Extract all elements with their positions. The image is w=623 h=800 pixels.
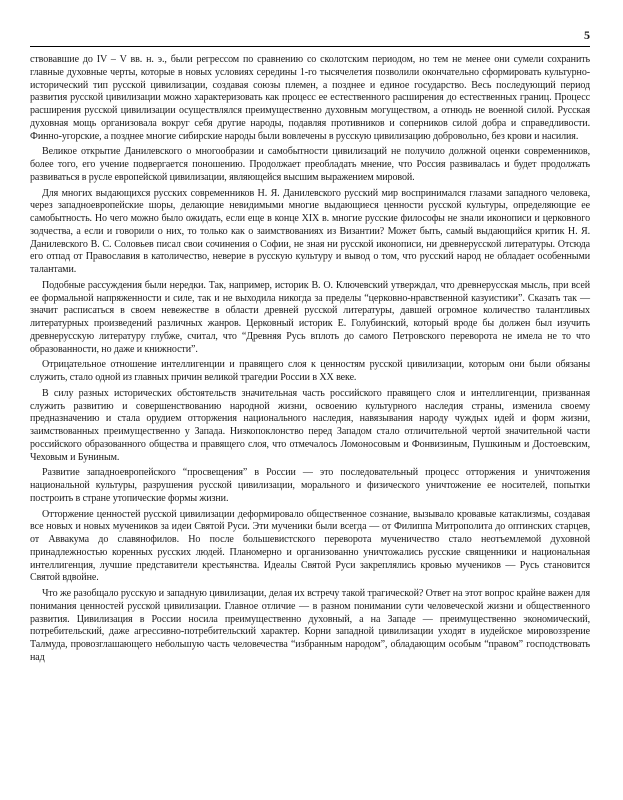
paragraph: В силу разных исторических обстоятельств значительная часть российского правящего слоя и интеллигенции, призванная служить развитию и совершенствованию народной жизни, освоению культурного наследия страны, изменила своему предназначению и стала орудием отторжения национального наследия, навязывания народу чуждых идей и форм жизни, заимствованных преимущественно у Запада. Низкопоклонство перед Западом стало отличительной чертой значительной части российского образованного общества и правящего слоя, что отмечалось Ломоносовым и Фонвизиным, Пушкиным и Достоевским, Чеховым и Буниным. bbox=[30, 387, 590, 463]
paragraph: Отторжение ценностей русской цивилизации деформировало общественное сознание, вызывало кровавые катаклизмы, создавая все новых и новых мучеников за идеи Святой Руси. Эти мученики были всегда — от Филиппа Митрополита до оптинских старцев, от Аввакума до славянофилов. Но после большевистского переворота мученичество стало неотъемлемой духовной принадлежностью коренных русских людей. Планомерно и организованно уничтожались русские священники и национальная интеллигенция, лучшие представители крестьянства. Идеалы Святой Руси закреплялись кровью мучеников — Русь становится Святой вдвойне. bbox=[30, 508, 590, 584]
paragraph: Что же разобщало русскую и западную цивилизации, делая их встречу такой трагической? Ответ на этот вопрос крайне важен для понимания ценностей русской цивилизации. Главное отличие — в разном понимании сути человеческой жизни и общественного развития. Цивилизация в России носила преимущественно духовный, а на Западе — преимущественно экономический, потребительский, даже агрессивно-потребительский характер. Корни западной цивилизации уходят в иудейское мировоззрение Талмуда, провозглашающего небольшую часть человечества “избранным народом”, обладающим особым “правом” господствовать над bbox=[30, 588, 590, 663]
header-rule bbox=[30, 46, 590, 47]
page-number: 5 bbox=[584, 28, 590, 42]
paragraph: Великое открытие Данилевского о многообразии и самобытности цивилизаций не получило должной оценки современников, более того, его учение подвергается поношению. Продолжает преобладать мнение, что Россия развивалась и будет продолжать развиваться в русле европейской цивилизации, являющейся высшим выражением мировой. bbox=[30, 146, 590, 183]
paragraph: Развитие западноевропейского “просвещения” в России — это последовательный процесс отторжения и уничтожения национальной культуры, разрушения русской цивилизации, морального и физического уничтожение ее носителей, попытки построить в стране утопические формы жизни. bbox=[30, 467, 590, 504]
paragraph: ствовавшие до IV – V вв. н. э., были регрессом по сравнению со сколотским периодом, но тем не менее они сумели сохранить главные духовные черты, которые в новых условиях середины 1-го тысячелетия позволили окончательно сформировать культурно-исторический тип русской цивилизации, создавая союзы племен, а позднее и единое государство. Весь последующий период развития русской цивилизации можно характеризовать как процесс ее естественного расширения до естественных границ. Процесс расширения русской цивилизации осуществлялся преимущественно духовным могуществом, а отнюдь не военной силой. Русская духовная мощь организовала вокруг себя другие народы, подавляя противников и соперников силой добра и справедливости. Финно-угорские, а позднее многие сибирские народы были вовлечены в русскую цивилизацию добровольно, без крови и насилия. bbox=[30, 54, 590, 142]
paragraph: Подобные рассуждения были нередки. Так, например, историк В. О. Ключевский утверждал, что древнерусская мысль, при всей ее формальной напряженности и силе, так и не выходила никогда за пределы “церковно-нравственной казуистики”. Сказать так — значит расписаться в своем невежестве в области древней русской литературы, давшей огромное количество талантливых литературных произведений различных жанров. Церковный историк Е. Голубинский, который вроде бы должен был изучить древнерусскую литературу глубже, считал, что “Древняя Русь вплоть до самого Петровского переворота не имела не то что образованности, но даже и книжности”. bbox=[30, 279, 590, 355]
paragraph: Отрицательное отношение интеллигенции и правящего слоя к ценностям русской цивилизации, которым они были обязаны служить, стало одной из главных причин великой трагедии России в XX веке. bbox=[30, 359, 590, 383]
body-text bbox=[30, 54, 590, 668]
paragraph: Для многих выдающихся русских современников Н. Я. Данилевского русский мир воспринимался глазами западного человека, через западноевропейские шоры, делающие невидимыми многие выдающиеся ценности русской культуры, определяющие ее самобытность. Но чего можно было ожидать, если еще в конце XIX в. многие русские философы не знали иконописи и церковного зодчества, а если и говорили о них, то только как о заимствованиях из Византии? Может быть, самый выдающийся критик Н. Я. Данилевского В. С. Соловьев писал свои сочинения о Софии, не зная ни русской иконописи, ни древнерусской литературы. Отсюда его отпад от Православия в католичество, неверие в русскую культуру и вывод о том, что русский народ не обладает особенными талантами. bbox=[30, 187, 590, 275]
